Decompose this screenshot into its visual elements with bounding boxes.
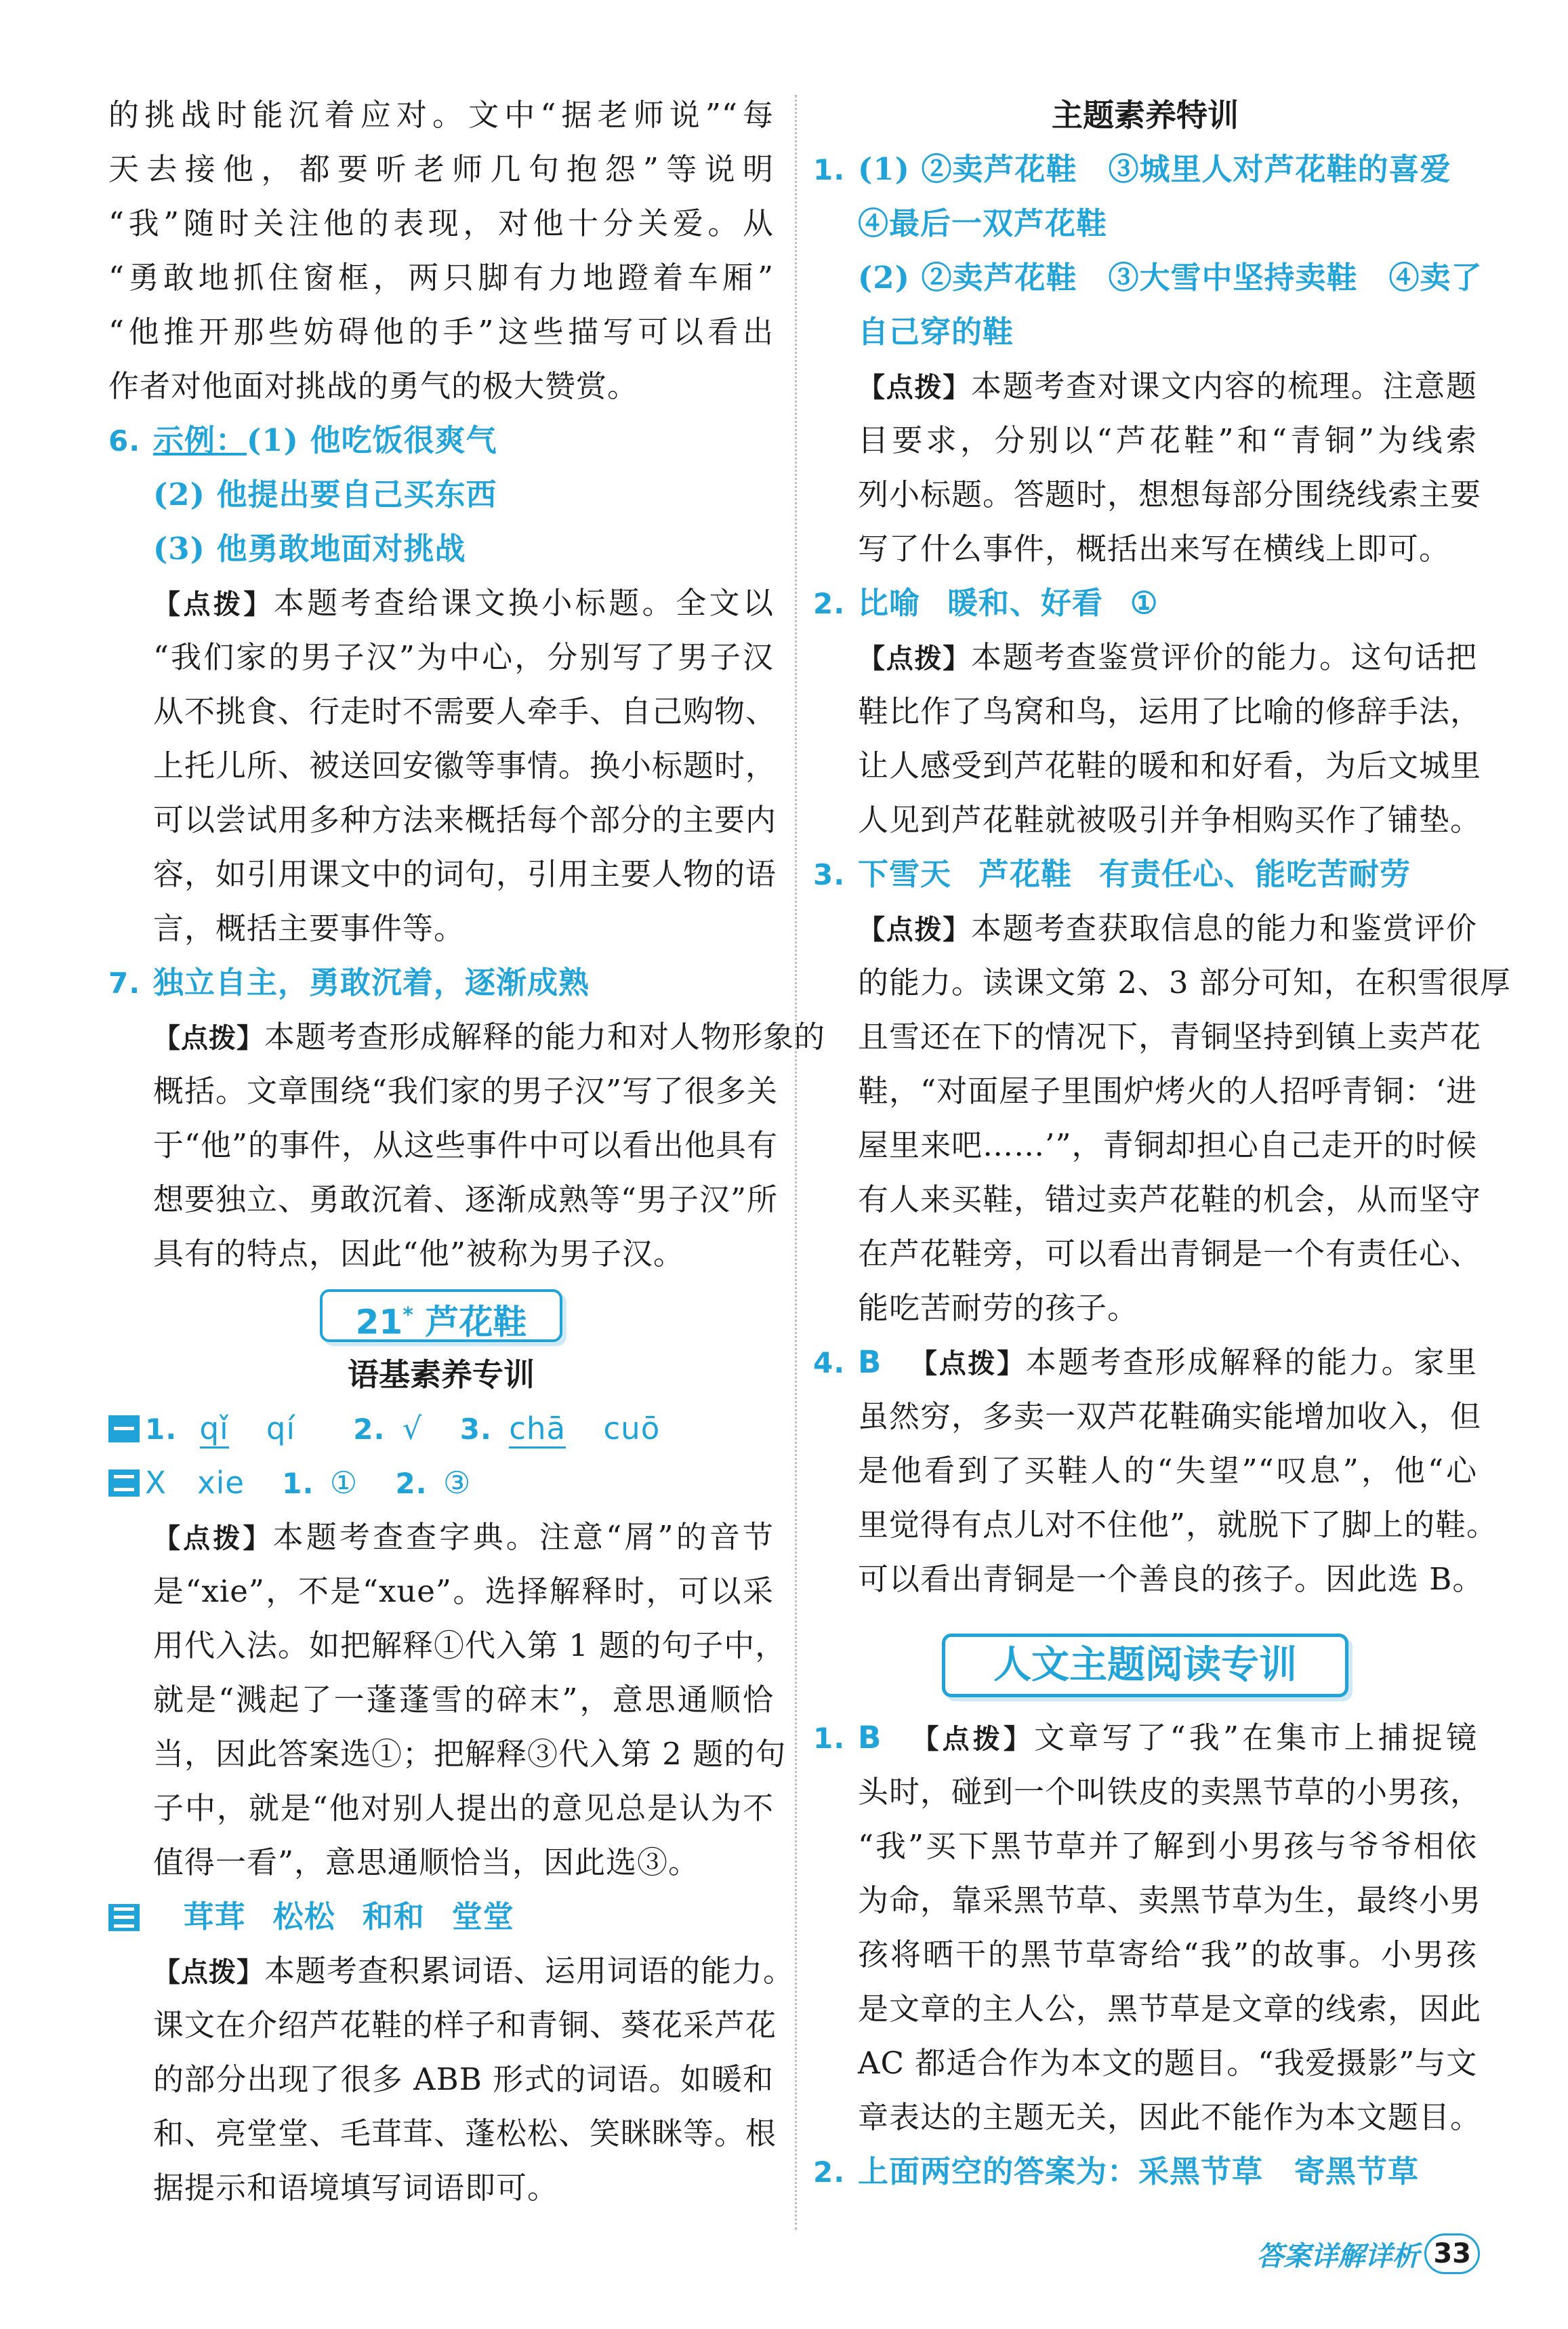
r1-explanation-line: “我”买下黑节草并了解到小男孩与爷爷相依 [858, 1828, 1477, 1864]
column-divider [795, 95, 797, 2230]
text-line: “他推开那些妨碍他的手”这些描写可以看出 [108, 314, 774, 350]
q6-explanation-line: “我们家的男子汉”为中心，分别写了男子汉 [153, 639, 774, 675]
q1-explanation-line: 【点拨】本题考查对课文内容的梳理。注意题 [858, 368, 1477, 404]
part2-explanation-line: 是“xie”，不是“xue”。选择解释时，可以采 [153, 1573, 774, 1609]
q1-explanation-line: 目要求，分别以“芦花鞋”和“青铜”为线索 [858, 422, 1477, 458]
part3-explanation-line: 的部分出现了很多 ABB 形式的词语。如暖和 [153, 2061, 774, 2097]
r1-explanation-line: 为命，靠采黑节草、卖黑节草为生，最终小男 [858, 1882, 1482, 1918]
q4-explanation-line: 是他看到了买鞋人的“失望”“叹息”，他“心 [858, 1453, 1477, 1488]
section-title: 语基素养专训 [348, 1356, 535, 1393]
text-line: 天去接他，都要听老师几句抱怨”等说明 [108, 151, 774, 187]
text-line: “勇敢地抓住窗框，两只脚有力地蹬着车厢” [108, 260, 774, 296]
q6-explanation-line: 从不挑食、行走时不需要人牵手、自己购物、 [153, 693, 777, 729]
q6-answer-3: (3) 他勇敢地面对挑战 [153, 531, 466, 567]
q1-answer: 1. (1) ②卖芦花鞋 ③城里人对芦花鞋的喜爱 [813, 151, 1451, 187]
q1-explanation-line: 写了什么事件，概括出来写在横线上即可。 [858, 531, 1451, 567]
q2-answer: 2. 比喻 暖和、好看 ① [813, 585, 1159, 621]
q3-explanation-line: 能吃苦耐劳的孩子。 [858, 1290, 1139, 1326]
q3-explanation-line: 【点拨】本题考查获取信息的能力和鉴赏评价 [858, 910, 1477, 946]
q7-number: 7. [108, 967, 141, 1000]
q3-explanation-line: 在芦花鞋旁，可以看出青铜是一个有责任心、 [858, 1236, 1482, 1272]
q2-explanation-line: 鞋比作了鸟窝和鸟，运用了比喻的修辞手法， [858, 693, 1482, 729]
q1-answer: 自己穿的鞋 [858, 314, 1014, 350]
dianbo-label: 【点拨】 [909, 1724, 1035, 1755]
q2-explanation-line: 让人感受到芦花鞋的暖和和好看，为后文城里 [858, 748, 1482, 784]
part2-explanation-line: 就是“溅起了一蓬蓬雪的碎末”，意思通顺恰 [153, 1682, 774, 1718]
q2-explanation-line: 【点拨】本题考查鉴赏评价的能力。这句话把 [858, 639, 1477, 675]
q3-explanation-line: 有人来买鞋，错过卖芦花鞋的机会，从而坚守 [858, 1181, 1482, 1217]
q6-explanation-line: 言，概括主要事件等。 [153, 910, 466, 946]
text-line: 作者对他面对挑战的勇气的极大赞赏。 [108, 368, 639, 404]
q6-explanation-line: 上托儿所、被送回安徽等事情。换小标题时， [153, 748, 777, 784]
text-line: 的挑战时能沉着应对。文中“据老师说”“每 [108, 97, 774, 133]
dianbo-label: 【点拨】 [153, 1023, 264, 1054]
q3-explanation-line: 鞋，“对面屋子里围炉烤火的人招呼青铜：‘进 [858, 1073, 1477, 1109]
part2-explanation-line: 子中，就是“他对别人提出的意见总是认为不 [153, 1790, 774, 1826]
r1-explanation-line: 头时，碰到一个叫铁皮的卖黑节草的小男孩， [858, 1774, 1482, 1810]
roman-one-icon [108, 1415, 140, 1442]
r1-explanation-line: 是文章的主人公，黑节草是文章的线索，因此 [858, 1991, 1482, 2027]
dianbo-label: 【点拨】 [909, 1348, 1026, 1379]
part2-explanation-line: 当，因此答案选①；把解释③代入第 2 题的句 [153, 1736, 787, 1772]
r1-answer: 1. B 【点拨】文章写了“我”在集市上捕捉镜 [813, 1720, 1478, 1756]
lesson-title: 21* 芦花鞋 [320, 1289, 562, 1342]
roman-three-icon [108, 1904, 140, 1931]
q7-explanation-line: 概括。文章围绕“我们家的男子汉”写了很多关 [153, 1073, 779, 1109]
q7-explanation-line: 想要独立、勇敢沉着、逐渐成熟等“男子汉”所 [153, 1181, 779, 1217]
q1-explanation-line: 列小标题。答题时，想想每部分围绕线索主要 [858, 477, 1482, 512]
q6-answer-2: (2) 他提出要自己买东西 [153, 477, 497, 512]
part2-explanation-line: 【点拨】本题考查查字典。注意“屑”的音节 [153, 1519, 775, 1555]
dianbo-label: 【点拨】 [153, 1523, 273, 1554]
q3-explanation-line: 且雪还在下的情况下，青铜坚持到镇上卖芦花 [858, 1019, 1482, 1055]
q6-explanation-line: 可以尝试用多种方法来概括每个部分的主要内 [153, 802, 777, 838]
part2-explanation-line: 值得一看”，意思通顺恰当，因此选③。 [153, 1844, 700, 1880]
text-line: “我”随时关注他的表现，对他十分关爱。从 [108, 205, 774, 241]
section-title: 主题素养特训 [1052, 97, 1239, 134]
r2-answer: 2. 上面两空的答案为：采黑节草 寄黑节草 [813, 2153, 1420, 2189]
dianbo-label: 【点拨】 [858, 372, 971, 403]
footer-label: 答案详解详析 [1256, 2240, 1420, 2272]
q6-number: 6. [108, 424, 141, 458]
q6-example-label: 示例： [153, 422, 247, 458]
r1-explanation-line: 孩将晒干的黑节草寄给“我”的故事。小男孩 [858, 1937, 1477, 1972]
q4-explanation-line: 虽然穷，多卖一双芦花鞋确实能增加收入，但 [858, 1398, 1482, 1434]
r1-explanation-line: 章表达的主题无关，因此不能作为本文题目。 [858, 2099, 1482, 2135]
dianbo-label: 【点拨】 [858, 914, 971, 946]
q2-explanation-line: 人见到芦花鞋就被吸引并争相购买作了铺垫。 [858, 802, 1482, 838]
dianbo-label: 【点拨】 [153, 1957, 264, 1988]
q7-explanation-line: 【点拨】本题考查形成解释的能力和对人物形象的 [153, 1019, 826, 1055]
part3-explanation-line: 据提示和语境填写词语即可。 [153, 2170, 559, 2206]
part3-explanation-line: 和、亮堂堂、毛茸茸、蓬松松、笑眯眯等。根 [153, 2115, 777, 2151]
roman-two-icon [108, 1470, 140, 1497]
q4-answer: 4. B 【点拨】本题考查形成解释的能力。家里 [813, 1344, 1477, 1380]
section-banner: 人文主题阅读专训 [942, 1634, 1348, 1697]
q6-answer-1 [108, 413, 774, 468]
q6-answer-text: (1) 他吃饭很爽气 [247, 422, 497, 458]
left-column [108, 88, 826, 2215]
q4-explanation-line: 里觉得有点儿对不住他”，就脱下了脚上的鞋。 [858, 1507, 1498, 1543]
q1-answer: (2) ②卖芦花鞋 ③大雪中坚持卖鞋 ④卖了 [858, 260, 1483, 296]
q7-explanation-line: 具有的特点，因此“他”被称为男子汉。 [153, 1236, 685, 1272]
q3-explanation-line: 屋里来吧……’”，青铜却担心自己走开的时候 [858, 1127, 1477, 1163]
dianbo-label: 【点拨】 [153, 589, 274, 620]
part3-explanation-line: 【点拨】本题考查积累词语、运用词语的能力。 [153, 1953, 795, 1989]
q6-explanation-line: 【点拨】本题考查给课文换小标题。全文以 [153, 585, 774, 621]
page-footer [1256, 2233, 1480, 2274]
q1-answer: ④最后一双芦花鞋 [858, 205, 1108, 241]
q7-answer: 7. 独立自主，勇敢沉着，逐渐成熟 [108, 956, 774, 1010]
q4-explanation-line: 可以看出青铜是一个善良的孩子。因此选 B。 [858, 1561, 1484, 1597]
part1-answers: 1. qǐ qí 2. √ 3. chā cuō [108, 1402, 774, 1456]
part2-explanation-line: 用代入法。如把解释①代入第 1 题的句子中， [153, 1627, 787, 1663]
q6-explanation-line: 容，如引用课文中的词句，引用主要人物的语 [153, 856, 777, 892]
page-number: 33 [1424, 2233, 1480, 2274]
r1-explanation-line: AC 都适合作为本文的题目。“我爱摄影”与文 [858, 2045, 1478, 2081]
q3-answer: 3. 下雪天 芦花鞋 有责任心、能吃苦耐劳 [813, 856, 1411, 892]
q7-explanation-line: 于“他”的事件，从这些事件中可以看出他具有 [153, 1127, 779, 1163]
q3-explanation-line: 的能力。读课文第 2、3 部分可知，在积雪很厚 [858, 965, 1511, 1000]
part2-answers: X xie 1. ① 2. ③ [108, 1456, 774, 1510]
right-column [813, 88, 1511, 2199]
part3-answers: 茸茸 松松 和和 堂堂 [108, 1890, 774, 1944]
dianbo-label: 【点拨】 [858, 643, 971, 674]
part3-explanation-line: 课文在介绍芦花鞋的样子和青铜、葵花采芦花 [153, 2007, 777, 2043]
